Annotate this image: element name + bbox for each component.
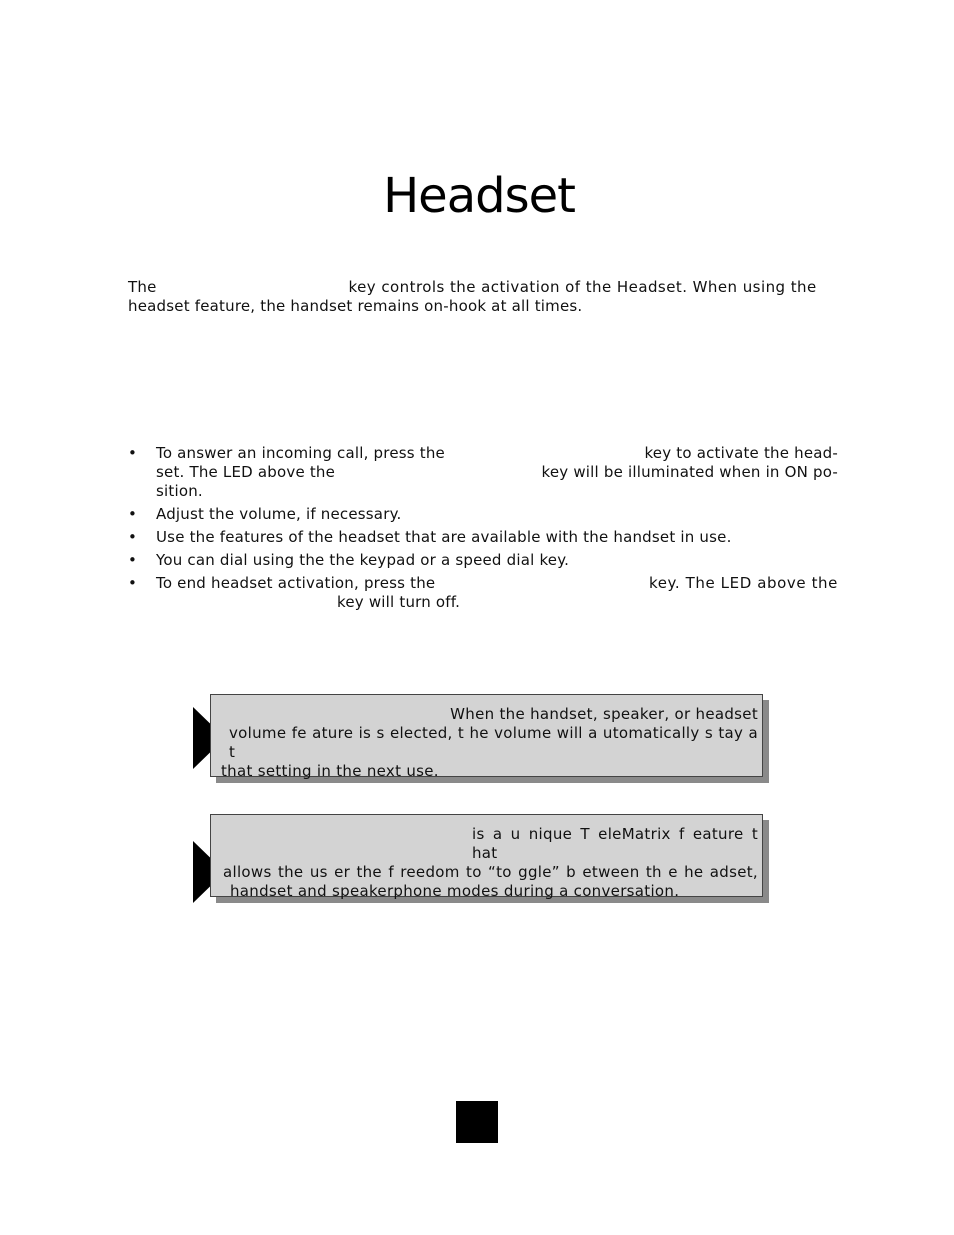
note-line: When the handset, speaker, or headset bbox=[450, 705, 758, 723]
step-text: To answer an incoming call, press the bbox=[156, 444, 445, 462]
intro-line-1 bbox=[128, 278, 828, 297]
note-line: is a u nique T eleMatrix f eature t hat bbox=[472, 825, 758, 862]
key-name-gap bbox=[157, 278, 349, 297]
step-text: sition. bbox=[156, 482, 203, 500]
bullet-icon: • bbox=[128, 528, 138, 546]
list-item bbox=[128, 574, 838, 612]
intro-paragraph bbox=[128, 278, 828, 316]
note-box bbox=[210, 694, 763, 780]
intro-line-2: headset feature, the handset remains on-hook at all times. bbox=[128, 297, 583, 315]
list-item bbox=[128, 505, 838, 524]
list-item bbox=[128, 551, 838, 570]
intro-text-end: key controls the activation of the Headset. When using the bbox=[348, 278, 817, 296]
list-line bbox=[156, 574, 838, 593]
list-item bbox=[128, 528, 838, 547]
step-text: Adjust the volume, if necessary. bbox=[156, 505, 402, 523]
step-text: key to activate the head- bbox=[644, 444, 838, 462]
bullet-icon: • bbox=[128, 551, 138, 569]
step-text: key. The LED above the bbox=[648, 574, 838, 592]
bullet-icon: • bbox=[128, 444, 138, 462]
note-line: allows the us er the f reedom to “to ggle” b etween th e he adset, bbox=[223, 863, 758, 881]
bullet-icon: • bbox=[128, 574, 138, 592]
instruction-list bbox=[128, 444, 838, 616]
list-line bbox=[156, 463, 838, 482]
note-line: that setting in the next use. bbox=[221, 762, 439, 780]
page-title: Headset bbox=[383, 168, 575, 224]
note-line: handset and speakerphone modes during a conversation. bbox=[230, 882, 680, 900]
step-text: You can dial using the the keypad or a speed dial key. bbox=[156, 551, 570, 569]
intro-text-start: The bbox=[128, 278, 157, 296]
bullet-icon: • bbox=[128, 505, 138, 523]
step-text: key will be illuminated when in ON po- bbox=[541, 463, 838, 481]
step-text: key will turn off. bbox=[337, 593, 461, 611]
page-number-box bbox=[456, 1101, 498, 1143]
step-text: set. The LED above the bbox=[156, 463, 336, 481]
list-item bbox=[128, 444, 838, 501]
list-line bbox=[156, 444, 838, 463]
step-text: Use the features of the headset that are available with the handset in use. bbox=[156, 528, 732, 546]
step-text: To end headset activation, press the bbox=[156, 574, 436, 592]
note-line: volume fe ature is s elected, t he volume will a utomatically s tay a t bbox=[229, 724, 758, 761]
note-box bbox=[210, 814, 763, 900]
